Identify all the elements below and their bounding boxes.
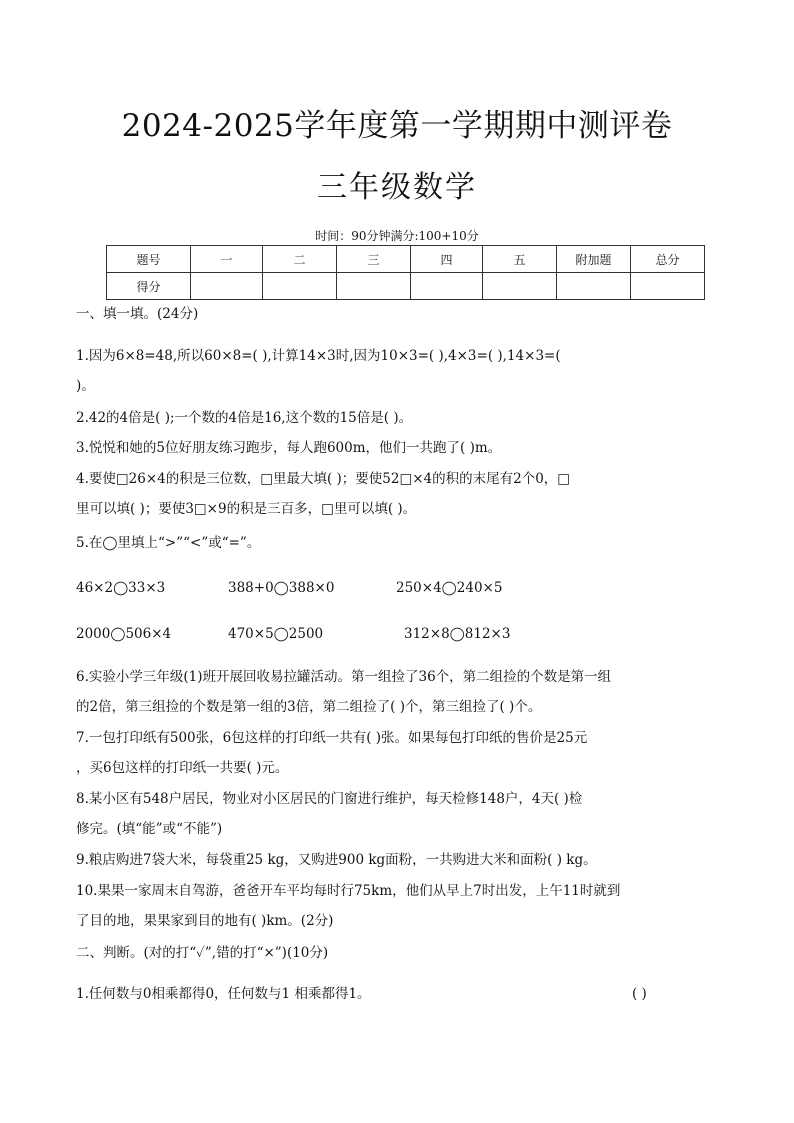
exam-title: 2024-2025学年度第一学期期中测评卷 <box>121 108 673 144</box>
score-cell[interactable] <box>483 273 557 300</box>
time-score-info: 时间：90分钟满分:100+10分 <box>315 229 479 243</box>
question-8-line-1: 8.某小区有548户居民，物业对小区居民的门窗进行维护，每天检修148户，4天( )检 <box>76 791 583 807</box>
question-7-line-1: 7.一包打印纸有500张，6包这样的打印纸一共有( )张。如果每包打印纸的售价是25元 <box>76 730 588 746</box>
question-3: 3.悦悦和她的5位好朋友练习跑步，每人跑600m，他们一共跑了( )m。 <box>76 440 502 456</box>
question-8-line-2: 修完。(填“能”或“不能”) <box>76 821 223 837</box>
score-table-header-cell: 总分 <box>631 246 705 273</box>
score-table-header-cell: 附加题 <box>557 246 631 273</box>
score-cell[interactable] <box>631 273 705 300</box>
comparison-item: 250×4◯240×5 <box>396 580 503 596</box>
score-table-header-cell: 一 <box>191 246 263 273</box>
score-table-header-cell: 五 <box>483 246 557 273</box>
comparison-row-2 <box>0 625 794 645</box>
score-table-header-row <box>107 246 705 273</box>
question-4-line-1: 4.要使□26×4的积是三位数，□里最大填( )；要使52□×4的积的末尾有2个0，□ <box>76 471 571 487</box>
score-row-label: 得分 <box>107 273 191 300</box>
question-2: 2.42的4倍是( );一个数的4倍是16,这个数的15倍是( )。 <box>76 410 413 426</box>
answer-parenthesis[interactable]: ( ) <box>632 986 647 1002</box>
question-4-line-2: 里可以填( )；要使3□×9的积是三百多，□里可以填( )。 <box>76 501 417 517</box>
score-table-header-cell: 三 <box>337 246 411 273</box>
question-1-line-1: 1.因为6×8=48,所以60×8=( ),计算14×3时,因为10×3=( ),4×3=( ),14×3=( <box>76 348 561 364</box>
section1-heading: 一、填一填。(24分) <box>76 306 199 322</box>
comparison-row-1 <box>0 579 794 599</box>
question-9: 9.粮店购进7袋大米，每袋重25 kg，又购进900 kg面粉，一共购进大米和面粉( ) kg。 <box>76 852 597 868</box>
question-1-line-2: )。 <box>76 378 95 394</box>
exam-subtitle: 三年级数学 <box>317 170 477 205</box>
score-table-score-row <box>107 273 705 300</box>
question-5: 5.在◯里填上“>”“<”或“=”。 <box>76 535 261 551</box>
question-10-line-1: 10.果果一家周末自驾游，爸爸开车平均每时行75km，他们从早上7时出发，上午11时就到 <box>76 883 621 899</box>
section2-heading: 二、判断。(对的打“✓”,错的打“×”)(10分) <box>76 945 329 961</box>
judgement-question-1 <box>0 985 794 1005</box>
score-table-header-cell: 四 <box>411 246 483 273</box>
score-cell[interactable] <box>337 273 411 300</box>
comparison-item: 388+0◯388×0 <box>228 580 335 596</box>
score-cell[interactable] <box>263 273 337 300</box>
question-6-line-1: 6.实验小学三年级(1)班开展回收易拉罐活动。第一组捡了36个，第二组捡的个数是第一组 <box>76 669 612 685</box>
comparison-item: 46×2◯33×3 <box>76 580 166 596</box>
judgement-question-text: 1.任何数与0相乘都得0，任何数与1 相乘都得1。 <box>76 986 371 1002</box>
comparison-item: 312×8◯812×3 <box>404 626 511 642</box>
score-table <box>106 245 705 300</box>
question-10-line-2: 了目的地，果果家到目的地有( )km。(2分) <box>76 913 334 929</box>
question-7-line-2: ，买6包这样的打印纸一共要( )元。 <box>76 760 289 776</box>
score-table-header-cell: 二 <box>263 246 337 273</box>
score-cell[interactable] <box>557 273 631 300</box>
score-cell[interactable] <box>191 273 263 300</box>
question-6-line-2: 的2倍，第三组捡的个数是第一组的3倍，第二组捡了( )个，第三组捡了( )个。 <box>76 699 542 715</box>
comparison-item: 470×5◯2500 <box>228 626 324 642</box>
score-table-header-cell: 题号 <box>107 246 191 273</box>
comparison-item: 2000◯506×4 <box>76 626 172 642</box>
score-cell[interactable] <box>411 273 483 300</box>
